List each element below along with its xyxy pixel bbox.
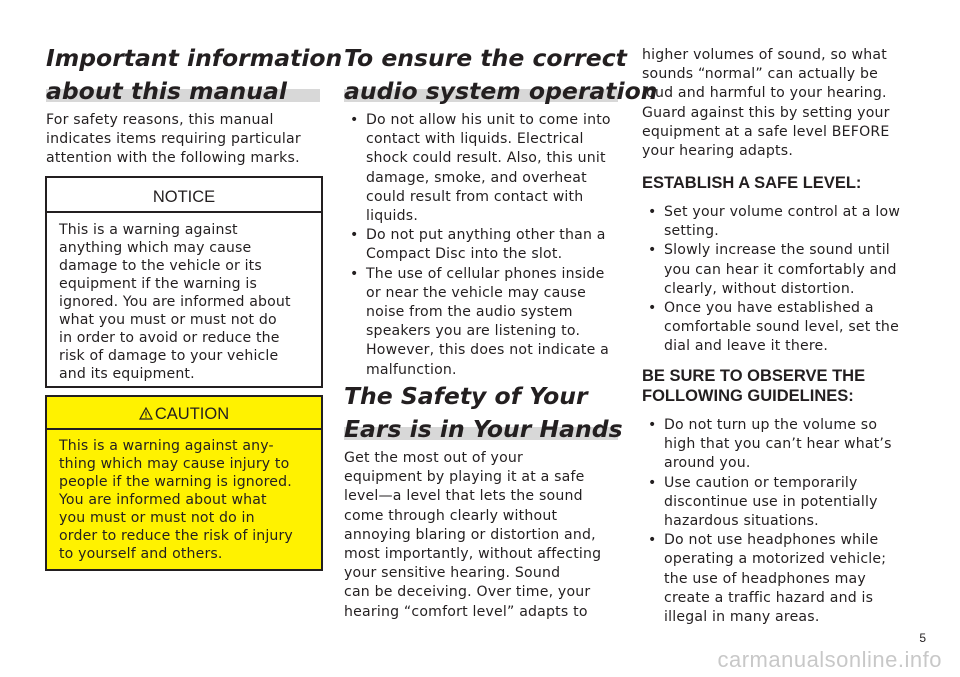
list-item: • Do not turn up the volume so high that you can’t hear what’s around you. xyxy=(642,416,892,474)
list-item: • Do not use headphones while operating a motorized vehicle; the use of headphones may create a traffic hazard and is illegal in many areas. xyxy=(642,531,892,627)
text-line: Set your volume control at a low xyxy=(664,204,901,220)
heading-safety-of-your-ears xyxy=(344,380,623,446)
text-line: Get the most out of your xyxy=(344,450,524,466)
list-item: • Once you have established a comfortable sound level, set the dial and leave it there. xyxy=(642,299,900,357)
heading-audio-system-operation xyxy=(344,42,657,108)
list-item: • The use of cellular phones inside or near the vehicle may cause noise from the audio system speakers you are listening to. However, this does not indicate a malfunction. xyxy=(344,265,611,380)
text-line: risk of damage to your vehicle xyxy=(59,348,279,364)
text-line: Use caution or temporarily xyxy=(664,474,858,491)
subhead-observe-guidelines xyxy=(642,366,865,406)
text-line: can be deceiving. Over time, your xyxy=(344,584,591,601)
text-line: most importantly, without affecting xyxy=(344,546,602,563)
text-line: in order to avoid or reduce the xyxy=(59,330,280,346)
text-line: anything which may cause xyxy=(59,240,252,256)
text-line: annoying blaring or distortion and, xyxy=(344,526,596,543)
text-line: hazardous situations. xyxy=(664,513,819,530)
text-line: clearly, without distortion. xyxy=(664,280,855,297)
text-line: Do not turn up the volume so xyxy=(664,417,878,433)
text-line: you must or must not do in xyxy=(59,510,255,526)
text-line: Do not use headphones while xyxy=(664,532,879,549)
text-line: attention with the following marks. xyxy=(46,150,300,167)
text-line: indicates items requiring particular xyxy=(46,131,301,148)
text-line: and its equipment. xyxy=(59,366,195,382)
text-line: However, this does not indicate a xyxy=(366,342,610,359)
text-line: or near the vehicle may cause xyxy=(366,284,587,301)
text-line: thing which may cause injury to xyxy=(59,456,290,472)
text-line: hearing “comfort level” adapts to xyxy=(344,603,588,620)
warning-triangle-icon xyxy=(139,407,153,420)
notice-text xyxy=(59,221,291,383)
heading-line: about this manual xyxy=(46,77,287,105)
text-line: dial and leave it there. xyxy=(664,338,829,355)
caution-text xyxy=(59,437,293,563)
text-line: level—a level that lets the sound xyxy=(344,488,583,505)
text-line: create a traffic hazard and is xyxy=(664,589,874,606)
hearing-paragraph-continued xyxy=(642,46,890,161)
text-line: damage to the vehicle or its xyxy=(59,258,262,274)
subhead-line: ESTABLISH A SAFE LEVEL: xyxy=(642,174,862,192)
text-line: Guard against this by setting your xyxy=(642,104,890,121)
list-item: • Do not allow his unit to come into contact with liquids. Electrical shock could result. Also, this unit damage, smoke, and overheat could result from contact with liquids. xyxy=(344,111,611,226)
text-line: Once you have established a xyxy=(664,300,874,317)
subhead-establish-safe-level xyxy=(642,173,861,193)
heading-line: Important information xyxy=(46,44,343,72)
text-line: what you must or must not do xyxy=(59,312,277,328)
text-line: could result from contact with xyxy=(366,188,584,205)
text-line: ignored. You are informed about xyxy=(59,294,291,310)
list-item: • Set your volume control at a low setting. xyxy=(642,203,900,241)
text-line: your hearing adapts. xyxy=(642,143,793,160)
heading-line: Ears is in Your Hands xyxy=(344,415,623,443)
list-item: • Use caution or temporarily discontinue use in potentially hazardous situations. xyxy=(642,474,892,532)
text-line: order to reduce the risk of injury xyxy=(59,528,293,544)
text-line: Compact Disc into the slot. xyxy=(366,246,563,263)
text-line: to yourself and others. xyxy=(59,546,223,562)
text-line: Do not put anything other than a xyxy=(366,227,606,244)
caution-divider xyxy=(47,428,321,430)
text-line: illegal in many areas. xyxy=(664,609,820,626)
subhead-line: BE SURE TO OBSERVE THE xyxy=(642,367,866,385)
text-line: discontinue use in potentially xyxy=(664,493,878,510)
text-line: Slowly increase the sound until xyxy=(664,242,890,259)
text-line: higher volumes of sound, so what xyxy=(642,47,887,63)
caution-box xyxy=(45,395,323,571)
text-line: This is a warning against xyxy=(59,222,238,238)
text-line: sounds “normal” can actually be xyxy=(642,66,879,83)
subhead-line: FOLLOWING GUIDELINES: xyxy=(642,387,854,405)
caution-title-row xyxy=(47,404,321,424)
page-number: 5 xyxy=(919,631,926,645)
text-line: around you. xyxy=(664,455,751,472)
text-line: damage, smoke, and overheat xyxy=(366,169,587,186)
text-line: speakers you are listening to. xyxy=(366,323,581,340)
text-line: equipment by playing it at a safe xyxy=(344,469,585,486)
heading-line: To ensure the correct xyxy=(344,44,627,72)
watermark: carmanualsonline.info xyxy=(717,647,942,672)
text-line: For safety reasons, this manual xyxy=(46,112,274,128)
safe-level-list xyxy=(642,203,900,357)
text-line: shock could result. Also, this unit xyxy=(366,150,606,167)
text-line: your sensitive hearing. Sound xyxy=(344,565,561,582)
text-line: come through clearly without xyxy=(344,507,558,524)
text-line: contact with liquids. Electrical xyxy=(366,131,584,148)
text-line: malfunction. xyxy=(366,361,457,378)
notice-title: NOTICE xyxy=(152,188,216,206)
notice-box xyxy=(45,176,323,388)
list-item: • Slowly increase the sound until you can hear it comfortably and clearly, without distortion. xyxy=(642,241,900,299)
caution-title: CAUTION xyxy=(154,405,230,423)
heading-important-information xyxy=(46,42,342,108)
text-line: This is a warning against any- xyxy=(59,438,274,454)
text-line: equipment if the warning is xyxy=(59,276,257,292)
audio-operation-list xyxy=(344,111,611,380)
notice-divider xyxy=(47,211,321,213)
hearing-paragraph xyxy=(344,449,601,622)
list-item: • Do not put anything other than a Compact Disc into the slot. xyxy=(344,226,611,264)
text-line: comfortable sound level, set the xyxy=(664,319,899,336)
text-line: you can hear it comfortably and xyxy=(664,261,897,278)
text-line: operating a motorized vehicle; xyxy=(664,551,887,568)
text-line: setting. xyxy=(664,223,719,240)
text-line: equipment at a safe level BEFORE xyxy=(642,123,890,140)
text-line: The use of cellular phones inside xyxy=(366,265,605,282)
text-line: You are informed about what xyxy=(59,492,267,508)
intro-paragraph xyxy=(46,111,301,169)
text-line: high that you can’t hear what’s xyxy=(664,436,892,453)
text-line: Do not allow his unit to come into xyxy=(366,112,611,128)
heading-line: audio system operation xyxy=(344,77,658,105)
text-line: people if the warning is ignored. xyxy=(59,474,292,490)
text-line: noise from the audio system xyxy=(366,304,573,321)
text-line: the use of headphones may xyxy=(664,570,866,587)
text-line: loud and harmful to your hearing. xyxy=(642,85,887,102)
guidelines-list xyxy=(642,416,892,627)
heading-line: The Safety of Your xyxy=(344,382,588,410)
text-line: liquids. xyxy=(366,208,418,225)
